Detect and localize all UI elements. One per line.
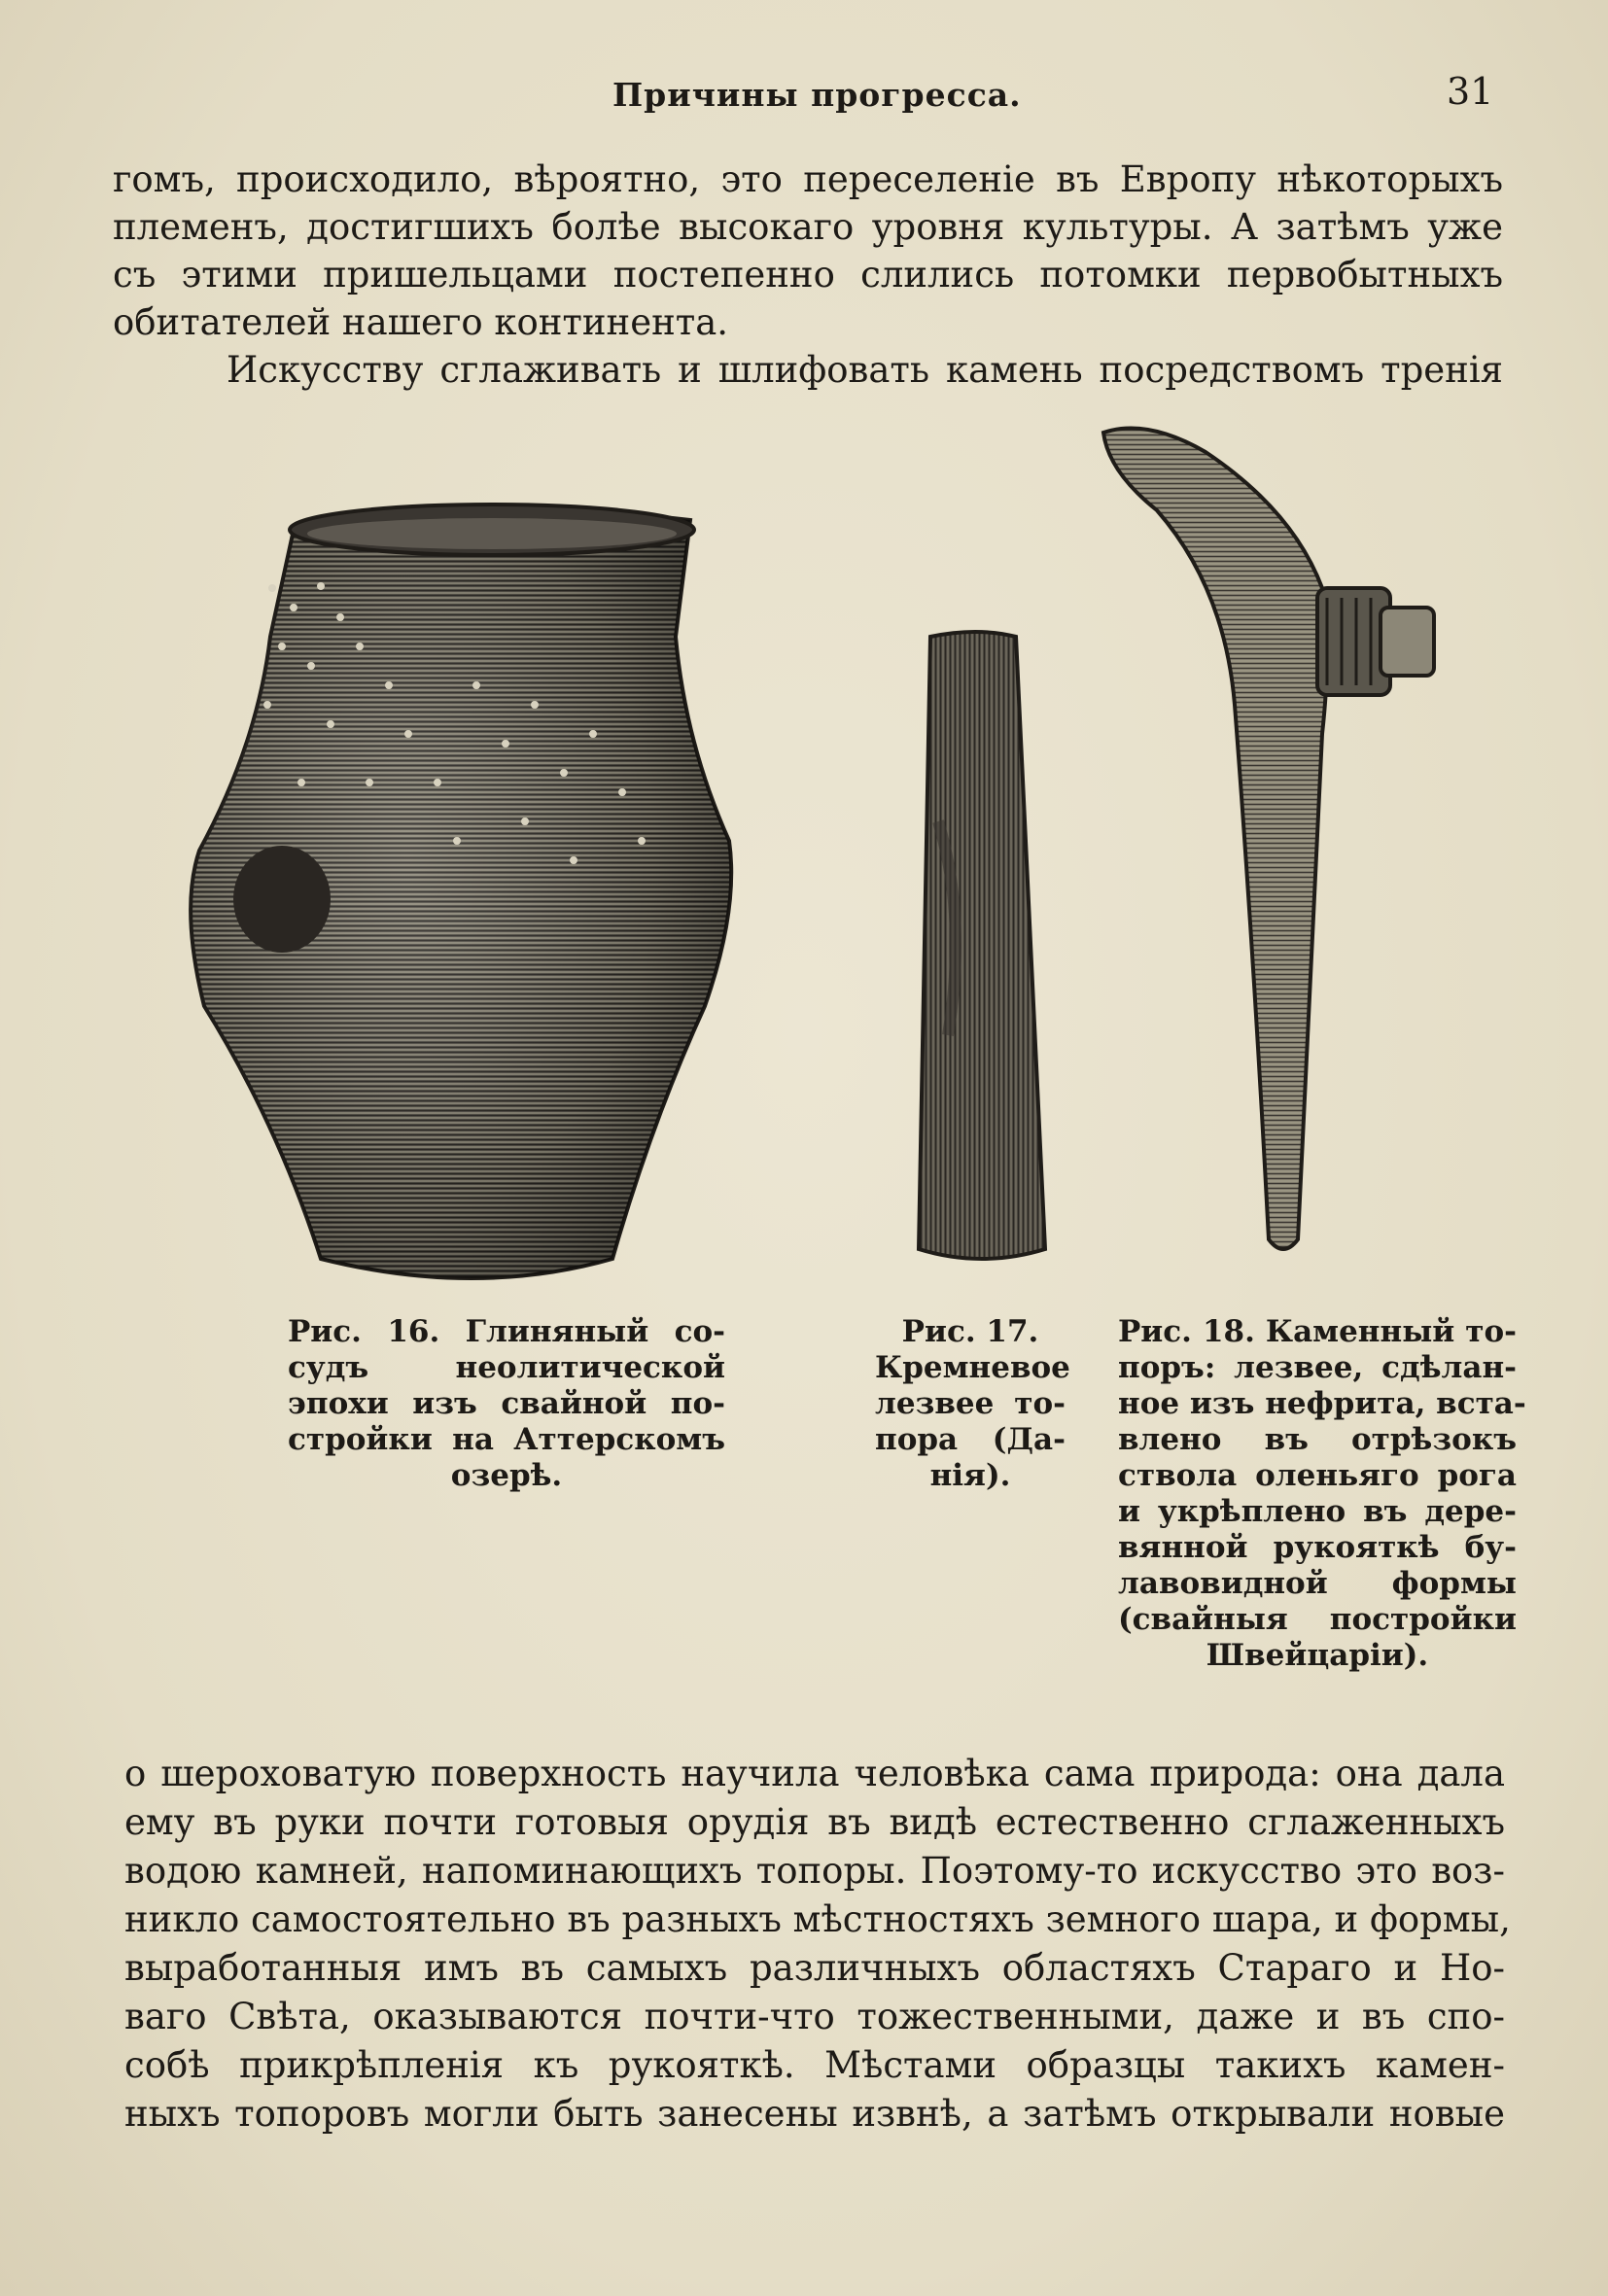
text-line: никло самостоятельно въ разныхъ мѣстностяхъ земного шара, и формы, bbox=[124, 1898, 1511, 1940]
text-line: ныхъ топоровъ могли быть занесены извнѣ, а затѣмъ открывали новые bbox=[124, 2093, 1505, 2135]
caption-line: (свайныя постройки bbox=[1118, 1602, 1517, 1637]
caption-line: озерѣ. bbox=[450, 1458, 563, 1493]
text-line: о шероховатую поверхность научила человѣка сама природа: она дала bbox=[124, 1753, 1505, 1794]
caption-line: лавовидной формы bbox=[1118, 1566, 1517, 1601]
caption-line: Рис. 17. bbox=[901, 1314, 1039, 1349]
caption-line: Швейцаріи). bbox=[1206, 1638, 1429, 1673]
text-line: собѣ прикрѣпленія къ рукояткѣ. Мѣстами образцы такихъ камен- bbox=[124, 2044, 1505, 2086]
page-number: 31 bbox=[1447, 70, 1494, 113]
caption-line: поръ: лезвее, сдѣлан- bbox=[1118, 1350, 1517, 1385]
text-line: съ этими пришельцами постепенно слились потомки первобытныхъ bbox=[113, 254, 1503, 296]
bottom-paragraph bbox=[124, 1750, 1511, 2139]
caption-line: влено въ отрѣзокъ bbox=[1118, 1422, 1517, 1457]
stone-axe-illustration bbox=[1089, 413, 1458, 1259]
caption-line: ствола оленьяго рога bbox=[1118, 1458, 1517, 1493]
text-line: водою камней, напоминающихъ топоры. Поэтому-то искусство это воз- bbox=[124, 1850, 1505, 1892]
caption-line: лезвее то- bbox=[875, 1386, 1066, 1421]
running-head: Причины прогресса. bbox=[612, 76, 1022, 114]
top-paragraph bbox=[113, 156, 1503, 394]
figure-16-caption bbox=[288, 1314, 725, 1494]
text-line: племенъ, достигшихъ болѣе высокаго уровня культуры. А затѣмъ уже bbox=[113, 206, 1503, 248]
caption-line: Рис. 16. Глиняный со- bbox=[288, 1314, 725, 1349]
clay-vessel-illustration bbox=[185, 491, 807, 1288]
caption-line: ное изъ нефрита, вста- bbox=[1118, 1386, 1526, 1421]
text-line: обитателей нашего континента. bbox=[113, 301, 729, 343]
caption-line: стройки на Аттерскомъ bbox=[288, 1422, 725, 1457]
caption-line: вянной рукояткѣ бу- bbox=[1118, 1530, 1517, 1565]
flint-blade-illustration bbox=[909, 627, 1050, 1269]
caption-line: нія). bbox=[929, 1458, 1011, 1493]
figure-clay-vessel bbox=[185, 491, 807, 1292]
text-line: гомъ, происходило, вѣроятно, это переселеніе въ Европу нѣкоторыхъ bbox=[113, 158, 1503, 200]
caption-line: Кремневое bbox=[875, 1350, 1070, 1385]
caption-line: Рис. 18. Каменный то- bbox=[1118, 1314, 1517, 1349]
text-line: ему въ руки почти готовыя орудія въ видѣ естественно сглаженныхъ bbox=[124, 1801, 1505, 1843]
text-line: ваго Свѣта, оказываются почти-что тожественными, даже и въ спо- bbox=[124, 1996, 1505, 2037]
caption-line: эпохи изъ свайной по- bbox=[288, 1386, 725, 1421]
caption-line: и укрѣплено въ дере- bbox=[1118, 1494, 1517, 1529]
figure-17-caption bbox=[875, 1314, 1070, 1494]
text-line: Искусству сглаживать и шлифовать камень посредствомъ тренія bbox=[227, 349, 1503, 391]
caption-line: пора (Да- bbox=[875, 1422, 1066, 1457]
figure-stone-axe bbox=[1089, 413, 1458, 1263]
text-line: выработанныя имъ въ самыхъ различныхъ областяхъ Стараго и Но- bbox=[124, 1947, 1505, 1989]
figure-flint-blade bbox=[909, 627, 1050, 1272]
caption-line: судъ неолитической bbox=[288, 1350, 725, 1385]
figure-18-caption bbox=[1118, 1314, 1526, 1674]
